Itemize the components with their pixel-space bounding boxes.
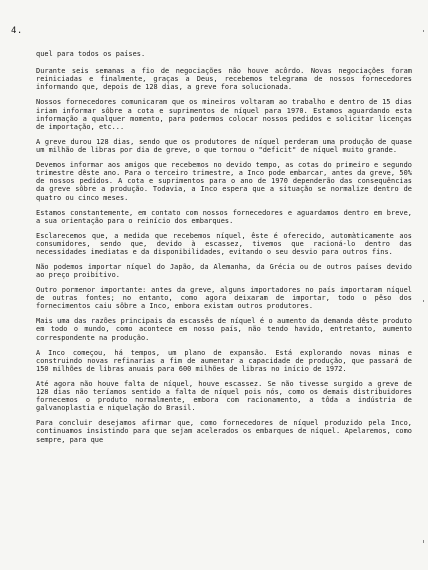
page-number: 4. <box>11 26 23 36</box>
page-edge-mark <box>423 540 424 543</box>
page-edge-mark <box>423 30 424 32</box>
paragraph: A Inco começou, há tempos, um plano de expansão. Está explorando novas minas e construindo novas refinarias a fim de aumentar a capacidade de produção, que passará de 150 milhões de libras anuais para 600 milhões de libras no início de 1972. <box>36 348 412 373</box>
document-body <box>36 50 412 451</box>
paragraph: Para concluir desejamos afirmar que, como fornecedores de níquel produzido pela Inco, continuamos insistindo para que sejam acelerados os embarques de níquel. Apelaremos, como sempre, para que <box>36 419 412 444</box>
paragraph: Durante seis semanas a fio de negociações não houve acôrdo. Novas negociações foram reiniciadas e finalmente, graças a Deus, recebemos telegrama de nossos fornecedores informando que, depois de 128 dias, a greve fora solucionada. <box>36 67 412 92</box>
paragraph: Mais uma das razões principais da escassês de níquel é o aumento da demanda dêste produto em todo o mundo, como acontece em nosso país, não tendo havido, entretanto, aumento correspondente na produção. <box>36 317 412 342</box>
paragraph: Devemos informar aos amigos que recebemos no devido tempo, as cotas do primeiro e segundo trimestre dêste ano. Para o terceiro trimestre, a Inco pode embarcar, antes da greve, 50% de nossos pedidos. A cota e suprimentos para o ano de 1970 dependerão das consequências da greve sôbre a produção. Todavia, a Inco espera que a situação se normalize dentro de quatro ou cinco meses. <box>36 160 412 202</box>
paragraph: Não podemos importar níquel do Japão, da Alemanha, da Grécia ou de outros países devido ao preço proibitivo. <box>36 262 412 280</box>
paragraph: Estamos constantemente, em contato com nossos fornecedores e aguardamos dentro em breve, a sua orientação para o reinício dos embarques. <box>36 208 412 225</box>
page-edge-mark <box>423 300 424 302</box>
paragraph: A greve durou 128 dias, sendo que os produtores de níquel perderam uma produção de quase um milhão de libras por dia de greve, o que tornou o "deficit" de níquel muito grande. <box>36 137 412 154</box>
paragraph: quel para todos os países. <box>36 50 146 58</box>
paragraph: Nossos fornecedores comunicaram que os mineiros voltaram ao trabalho e dentro de 15 dias iriam informar sôbre a cota e suprimentos de níquel para 1970. Estamos aguardando esta informação a qualquer momento, para podermos colocar nossos pedidos e solicitar licenças de importação, etc... <box>36 98 412 131</box>
paragraph: Outro pormenor importante: antes da greve, alguns importadores no país importaram níquel de outras fontes; no entanto, como agora deixaram de importar, todo o pêso dos fornecimentos caiu sôbre a Inco, embora existam outros produtores. <box>36 286 412 311</box>
paragraph: Esclarecemos que, a medida que recebemos níquel, êste é oferecido, automàticamente aos consumidores, sendo que, devido à escassez, tivemos que racioná-lo dentro das necessidades imediatas e da disponibilidades, evitando o seu desvio para outros fins. <box>36 231 412 256</box>
paragraph: Até agora não houve falta de níquel, houve escassez. Se não tivesse surgido a greve de 128 dias não teríamos sentido a falta de níquel pois nós, como os demais distribuidores fornecemos o produto normalmente, embora com racionamento, a tôda a indústria de galvanoplastia e niquelação do Brasil. <box>36 379 412 413</box>
